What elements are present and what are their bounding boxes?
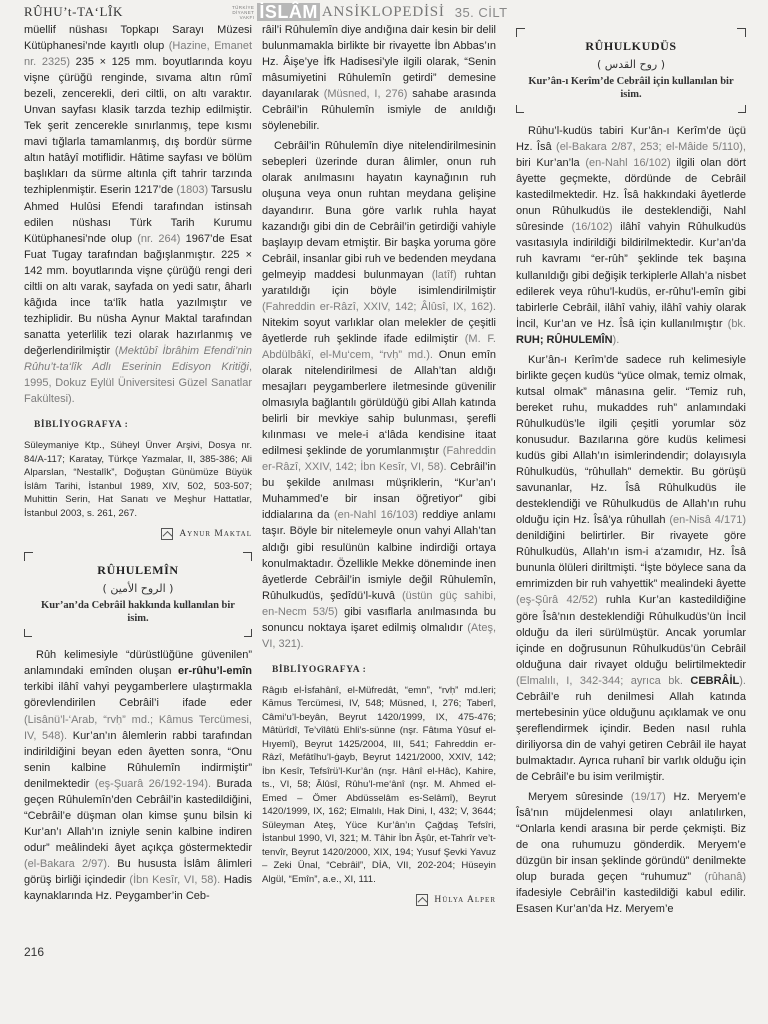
logo-ansiklopedisi: ANSİKLOPEDİSİ	[321, 3, 445, 20]
paragraph: Rûh kelimesiyle “dürüstlüğüne güvenilen” anlamındaki emînden oluşan er-rûhu’l-emîn terkibi ilâhî vahyi peygamberlere ulaştırmakla görevlendirilen Cebrâil’i ifade eder (Lisânü’l-‘Arab, “rvḥ” md.; Kâmus Tercümesi, IV, 548). Kur’an’ın âlemlerin rabbi tarafından indirildiğini beyan eden âyetten sonra, “Onu senin kalbine Rûhulemîn indirmiştir” denilmektedir (eş-Şuarâ 26/192-194). Burada geçen Rûhulemîn’den Cebrâil’in kastedildiğini, “Cebrâil’e düşman olan kimse şunu bilsin ki Kur’an’ı Allah’ın izniyle senin kalbine indiren odur” meâlindeki âyet açıkça göstermektedir (el-Bakara 2/97). Bu hususta İslâm âlimleri görüş birliği içindedir (İbn Kesîr, VI, 58). Hadis kaynaklarında Hz. Peygamber’in Ceb-	[24, 649, 253, 903]
running-title: RÛHU’t-TA‘LÎK	[24, 4, 123, 19]
bibliography-heading: BİBLİYOGRAFYA :	[34, 420, 129, 431]
column-left	[24, 22, 252, 908]
entry-arabic-title: ( روح القدس )	[597, 58, 665, 72]
entry-arabic-title: ( الروح الأمين )	[102, 582, 174, 596]
author-mark-icon	[161, 528, 173, 540]
bibliography-heading: BİBLİYOGRAFYA :	[272, 664, 367, 675]
author-mark-icon	[416, 894, 428, 906]
logo-foundation-text: TÜRKİYE DİYANET VAKFI	[232, 4, 255, 20]
paragraph: râil’i Rûhulemîn diye andığına dair kesin bir delil bulunmamakla birlikte bir rivayette İbn Abbas’ın Hz. Âişe’ye İfk Hadisesi’yle ilgili olarak, “Senin mâsumiyetini Rûhulemîn getirdi” demesine dayanılarak (Müsned, I, 276) sahabe arasında Cebrâil’in Rûhulemîn ismiyle de anıldığı söylenebilir.	[262, 24, 496, 133]
entry-header-ruhulemin	[24, 552, 252, 637]
logo-islam: İSLÂM	[259, 2, 318, 22]
paragraph: Kur’ân-ı Kerîm’de sadece ruh kelimesiyle birlikte geçen kudüs “yüce olmak, temiz olmak, kutsal olmak” mânasına gelir. “Temiz ruh, bereket ruhu, mukaddes ruh” anlamındaki Rûhulkudüs’le ilgili çeşitli yorumlar söz konusudur. Bazılarına göre kudüs kelimesi kudüs gibi Allah’ın isimlerindendir; dolayısıyla Rûhulkudüs, “rûhullah” demektir. Bu görüşü savunanlar, Hz. Îsâ Rûhulkudüs ile desteklendiği ve Rûhulkudüs de Allah’ın ruhu olduğu için Hz. Îsâ’ya rûhullah (en-Nisâ 4/171) denildiğini belirtirler. Bir rivayete göre Rûhulkudüs, Allah’ın ism-i a‘zamıdır, Hz. Îsâ bununla ölüleri diriltmişti. “İşte böylece sana da emrimizden bir ruh vahyettik” mealindeki âyette (eş-Şûrâ 42/52) ruhla Kur’an kastedildiğine göre Îsâ’nın desteklendiği Rûhulkudüs’ün İncil olduğu da ileri sürülmüştür. Ancak yorumlar içinde en doğrusunun Rûhulkudüs’ün Cebrâil olduğuna dair rivayet olduğu belirtilmektedir (Elmalılı, I, 342-344; ayrıca bk. CEBRÂİL). Cebrâil’e ruh denilmesi Allah katında mertebesinin yüce olduğunu açıklamak ve onu şereflendirmek içindir. Beden nasıl ruhla diriliyorsa din de vahyi getiren Cebrâil ile hayat bulmaktadır. Ayrıca ruhanî bir varlık olduğu için de Cebrâil’e bu isim verilmiştir.	[516, 353, 746, 783]
entry-title: RÛHULKUDÜS	[585, 39, 677, 53]
author-signature: Hülya Alper	[262, 892, 496, 908]
entry-description: Kur’ân-ı Kerîm’de Cebrâil için kullanılan bir isim.	[528, 76, 734, 101]
page-number: 216	[24, 945, 45, 959]
paragraph: Meryem sûresinde (19/17) Hz. Meryem’e Îsâ’nın müjdelenmesi olayı anlatılırken, “Onlarla kendi arasına bir perde çekmişti. Biz de ona ruhumuzu gönderdik. Meryem’e düzgün bir insan şeklinde göründü” denilmekte olup burada geçen “ruhumuz” (rûhanâ) ifadesiyle Cebrâil’in kastedildiği kabul edilir. Esasen Kur’an’da Hz. Meryem’e	[516, 791, 746, 916]
entry-header-ruhulkudus	[516, 28, 746, 113]
author-signature: Aynur Maktal	[24, 526, 252, 542]
column-middle	[262, 22, 496, 918]
volume-label: 35. CİLT	[454, 4, 508, 20]
encyclopedia-logo	[232, 3, 508, 21]
bibliography-text: Süleymaniye Ktp., Süheyl Ünver Arşivi, Dosya nr. 84/A-117; Karatay, Türkçe Yazmalar, II, 385-386; Ali Alparslan, “Nestalîk”, Doğuştan Günümüze Büyük İslâm Tarihi, İstanbul 1989, XIV, 502, 503-507; Muhittin Serin, Hat Sanatı ve Meşhur Hattatlar, İstanbul 2003, s. 261, 267.	[24, 440, 252, 519]
bibliography-text: Râgıb el-İsfahânî, el-Müfredât, “emn”, “rvḥ” md.leri; Kāmus Tercümesi, IV, 548; Müsned, I, 276; Taberî, Câmi‘u’l-beyân, Beyrut 1420/1999, IX, 475-476; Mâtürîdî, Te’vîlâtü Ehli’s-sünne (nşr. Fâtıma Yûsuf el-Hıyemî), Beyrut 1425/2004, III, 541; Fahreddin er-Râzî, Mefâtîhu’l-ġayb, Beyrut 1421/2000, XXIV, 142; İbn Kesîr, Tefsîrü’l-Kur’ân (nşr. Hânî el-Hâc), Kahire, ts., VI, 58; Âlûsî, Rûhu’l-me‘ânî (nşr. M. Ahmed el-Emed – Ömer Abdüsselâm es-Selâmî), Beyrut 1420/1999, IX, 162; Elmalılı, Hak Dini, I, 432; V, 3644; Süleyman Ateş, Yüce Kur’ân’ın Çağdaş Tefsîri, İstanbul 1990, VI, 321; M. Tâhir İbn Âşûr, et-Tahrîr ve’t-tenvîr, Beyrut 1420/2000, XIX, 194; Yusuf Şevki Yavuz – Zeki Ünal, “Cebrâil”, DİA, VII, 202-204; Hüseyin Algül, “Emîn”, a.e., XI, 111.	[262, 684, 496, 885]
entry-title: RÛHULEMÎN	[97, 563, 179, 578]
paragraph: müellif nüshası Topkapı Sarayı Müzesi Kütüphanesi’nde kayıtlı olup (Hazine, Emanet nr. 2325) 235 × 125 mm. boyutlarında koyu vişne çürüğü renginde, sıvama altın rûmî bezeli, zencerekli, deri ciltli, on altı varaktır. Unvan sayfası klasik tarzda tezhip edilmiştir. Tek şerit zencerekle sınırlanmış, tepe kısmı mavi tığlarla tamamlanmış, dış bordür sürme altın hatâyî motiflidir. Hâtime sayfası ve bölüm başlıkları da sürme altınla çift tahrir tarzında tezhiplenmiştir. Eserin 1217’de (1803) Tarsuslu Ahmed Hulûsi Efendi tarafından istinsah edilen nüshası Türk Tarih Kurumu Kütüphanesi’nde olup (nr. 264) 1967’de Esat Fuat Tugay tarafından bağışlanmıştır. 225 × 142 mm. boyutlarında vişne çürüğü rengi deri ciltli on altı varak, sayfada on yedi satır, âharlı kâğıda ince ta‘lîk hatla yazılmıştır ve tezhiplidir. Bu nüsha Aynur Maktal tarafından sanatta yeterlilik tezi olarak hazırlanmış ve değerlendirilmiştir (Mektûbî İbrâhim Efendi’nin Rûhu’t-ta‘lîk Adlı Eserinin Edisyon Kritiği, 1995, Dokuz Eylül Üniversitesi Güzel Sanatlar Fakültesi).	[24, 24, 252, 406]
paragraph: Rûhu’l-kudüs tabiri Kur’ân-ı Kerîm’de üçü Hz. Îsâ (el-Bakara 2/87, 253; el-Mâide 5/110), biri Kur’an’la (en-Nahl 16/102) ilgili olan dört âyette geçmekte, dördünde de Cebrâil kastedilmektedir. Hz. Îsâ hakkındaki âyetlerde onun Rûhulkudüs ile desteklendiği, Nahl sûresinde (16/102) ilâhî vahyin Rûhulkudüs vasıtasıyla indirildiği bildirilmektedir. Kur’an’da ruh kavramı “er-rûh” şeklinde tek başına kullanıldığı gibi değişik terkiplerle Allah’a nisbet edilerek veya rûhu’l-kudüs, er-rûhu’l-emîn gibi tabirlerle Cebrâil, ilâhî vahiy, ilâhî vahiy olarak İncil, Kur’an ve Hz. Îsâ için kullanılmıştır (bk. RUH; RÛHULEMÎN).	[516, 125, 746, 346]
entry-description: Kur’an’da Cebrâil hakkında kullanılan bir isim.	[41, 600, 235, 625]
column-right	[516, 22, 746, 921]
paragraph: Cebrâil’in Rûhulemîn diye nitelendirilmesinin sebepleri üzerinde duran âlimler, onun ruh olarak anılmasını hayatın kaynağının ruh oluşuna veya onun ruhtan meydana gelişine dayandırır. Buna göre varlık ruhla hayat kazandığı gibi din de Cebrâil’in getirdiği vahiyle başlayıp devam etmiştir. Bir başka yoruma göre Cebrâil, insanlar gibi ruh ve bedenden meydana gelmeyip maddesi bulunmayan (latîf) ruhtan yaratıldığı için böyle isimlendirilmiştir (Fahreddin er-Râzî, XXIV, 142; Âlûsî, IX, 162). Nitekim soyut varlıklar olan melekler de çeşitli âyetlerde ruh şeklinde ifade edilmiştir (M. F. Abdülbâkī, el-Mu‘cem, “rvḥ” md.). Onun emîn olarak nitelendirilmesi de Allah’tan aldığı mesajları peygamberlere iletmesinde güvenilir olmasıyla bağlantılı görüldüğü gibi Allah katında belirli bir mevkiye sahip bulunması, şerefli kılınması ve mele-i a‘lâda kendisine itaat edilmesi şeklinde de yorumlanmıştır (Fahreddin er-Râzî, XXIV, 142; İbn Kesîr, VI, 58). Cebrâil’in bu şekilde anılması müşriklerin, “Kur’an’ı Muhammed’e bir insan öğretiyor” gibi iddialarına da (en-Nahl 16/103) reddiye anlamı taşır. Böyle bir nitelemeyle onun vahyi Allah’tan aldığı gibi resulünün kalbine indirdiği ortaya konulmaktadır. Özellikle Mekke döneminde inen âyetlerde Cebrâil’in ismiyle değil Rûhulemîn, Rûhulkudüs, şedîdü’l-kuvâ (üstün güç sahibi, en-Necm 53/5) gibi vasıflarla anılmasında bu sonuncu noktaya işaret edilmiş olmalıdır (Ateş, VI, 321).	[262, 140, 497, 650]
